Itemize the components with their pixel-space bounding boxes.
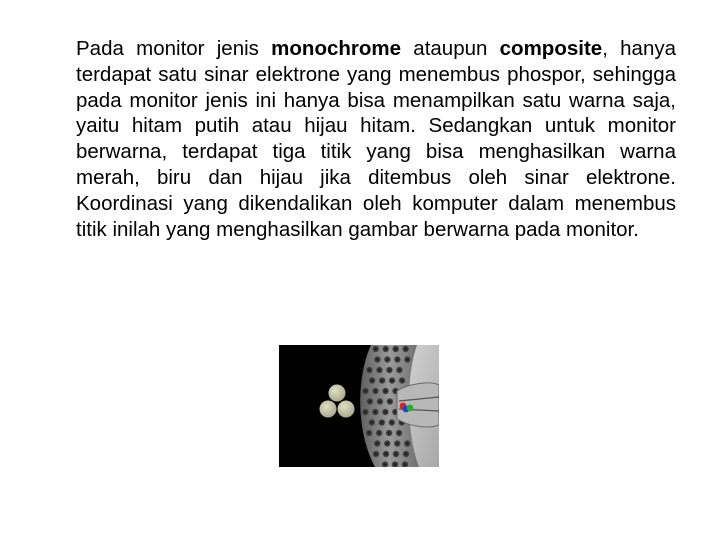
mask-hole (373, 451, 379, 457)
crt-shadow-mask-illustration (279, 345, 439, 467)
mask-hole (396, 367, 402, 373)
mask-hole (404, 440, 410, 446)
mask-hole (404, 356, 410, 362)
mask-hole (372, 409, 378, 415)
text-run: , hanya terdapat satu sinar elektrone yang menembus phospor, sehingga pada monitor jenis ini hanya bisa menampilkan satu warna saja, yaitu hitam putih atau hijau hitam. Sedangkan untuk monitor berwarna, terdapat tiga titik yang bisa menghasilkan warna merah, biru dan hijau jika ditembus oleh sinar elektrone. Koordinasi yang dikendalikan oleh komputer dalam menembus titik inilah yang menghasilkan gambar berwarna pada monitor. (76, 37, 676, 241)
mask-hole (374, 440, 380, 446)
mask-hole (383, 451, 389, 457)
mask-hole (389, 377, 395, 383)
phosphor-dot (338, 401, 355, 418)
mask-hole (372, 388, 378, 394)
mask-hole (399, 377, 405, 383)
mask-hole (403, 451, 409, 457)
mask-hole (384, 440, 390, 446)
mask-hole (366, 367, 372, 373)
mask-hole (382, 388, 388, 394)
mask-hole (362, 409, 368, 415)
mask-hole (383, 346, 389, 352)
text-run: ataupun (401, 37, 500, 60)
mask-hole (369, 419, 375, 425)
mask-hole (374, 356, 380, 362)
mask-hole (377, 398, 383, 404)
mask-hole (387, 398, 393, 404)
mask-hole (403, 346, 409, 352)
mask-hole (373, 346, 379, 352)
mask-hole (386, 367, 392, 373)
bold-term-monochrome: monochrome (271, 37, 402, 60)
mask-hole (379, 377, 385, 383)
mask-hole (394, 440, 400, 446)
mask-hole (394, 356, 400, 362)
mask-hole (386, 430, 392, 436)
mask-hole (369, 377, 375, 383)
mask-hole (389, 419, 395, 425)
mask-hole (376, 430, 382, 436)
mask-hole (384, 356, 390, 362)
mask-hole (393, 451, 399, 457)
crt-diagram-svg (279, 345, 439, 467)
mask-hole (396, 430, 402, 436)
mask-hole (362, 388, 368, 394)
mask-hole (367, 398, 373, 404)
bold-term-composite: composite (499, 37, 603, 60)
mask-hole (366, 430, 372, 436)
green-gun-dot (407, 405, 414, 412)
mask-hole (393, 346, 399, 352)
mask-hole (379, 419, 385, 425)
phosphor-dot (320, 401, 337, 418)
text-run: Pada monitor jenis (76, 37, 272, 60)
body-paragraph (76, 36, 676, 242)
mask-hole (376, 367, 382, 373)
mask-hole (382, 409, 388, 415)
phosphor-dot (329, 385, 346, 402)
